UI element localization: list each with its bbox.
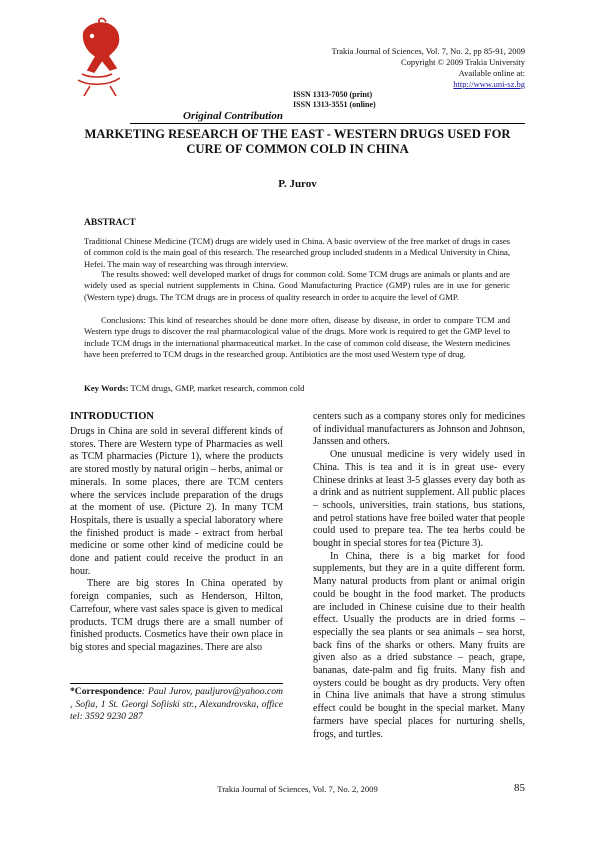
abstract-paragraph: Traditional Chinese Medicine (TCM) drugs are widely used in China. A basic overview of the free market of drugs in cases of common cold is the main goal of this research. The researched group included students in a Medical University in China, Hefei. The main way of researching was through interview. <box>84 236 510 269</box>
available-online-label: Available online at: <box>458 68 525 78</box>
correspondence-details: : Paul Jurov, pauljurov@yahoo.com , Sofia, 1 St. Georgi Sofiiski str., Alexandrovska, office tel: 3592 9230 287 <box>70 686 283 722</box>
header-divider <box>130 123 525 124</box>
page-number: 85 <box>514 782 525 794</box>
journal-logo <box>70 16 132 100</box>
article-author: P. Jurov <box>278 178 317 190</box>
abstract-paragraph: Conclusions: This kind of researches should be done more often, disease by disease, in order to compare TCM and Western type drugs to discover the real pharmacological value of the drugs. More work is required to get the GMP level to include TCM drugs in the international pharmaceutical market. In the case of common cold disease, the Western medicines have been preferred to TCM drugs in the researched group. Antibiotics are the most used Western type of drug. <box>84 315 510 359</box>
body-paragraph: Drugs in China are sold in several different kinds of stores. There are Western type of Pharmacies as well as TCM pharmacies (Picture 1), where the products are stored mostly by natural origin – herbs, animal or minerals. In some places, there are TCM centers where the services include preparation of the drugs at the moment of use. (Picture 2). In many TCM Hospitals, there is usually a special laboratory where the finished product is made - extract from herbal medicine or some other kind of medicine could be done and patient could receive the product in an hour. <box>70 426 283 577</box>
keywords <box>84 383 510 393</box>
copyright-line: Copyright © 2009 Trakia University <box>400 57 525 67</box>
section-heading-introduction: INTRODUCTION <box>70 411 155 422</box>
article-title: MARKETING RESEARCH OF THE EAST - WESTERN DRUGS USED FOR CURE OF COMMON COLD IN CHINA <box>84 127 511 156</box>
left-column <box>70 426 283 655</box>
body-paragraph: There are big stores In China operated by foreign companies, such as Henderson, Hilton, Carrefour, where vast sales space is given to medical products. TCM drugs there are a small number of finished products. Cosmetics have their own place in big stores and special magazines. There are also <box>70 578 283 653</box>
article-type: Original Contribution <box>183 110 283 122</box>
abstract-paragraph: The results showed: well developed market of drugs for common cold. Some TCM drugs are animals or plants and are widely used as special nutrient supplements in China. Good Manufacturing Practice (GMP) rules are in use for generic (Western type) drugs. The TCM drugs are in process of quality research in order to acquire the level of GMP. <box>84 269 510 302</box>
footnote-divider <box>70 683 283 684</box>
body-paragraph: One unusual medicine is very widely used in China. This is tea and it is in great use- every Chinese drinks at least 3-5 glasses every day both as a drink and as nutrient supplement. All public places – schools, universities, train stations, bus stations, and petrol stations have free boiled water that people could used to prepare tea. The tea herbs could be bought in special stores for tea (Picture 3). <box>313 449 525 550</box>
body-paragraph: centers such as a company stores only for medicines of individual manufacturers as Johnson and Johnson, Janssen and others. <box>313 411 525 448</box>
issn-print: ISSN 1313-7050 (print) <box>293 90 373 99</box>
correspondence-note <box>70 686 283 724</box>
issn-online: ISSN 1313-3551 (online) <box>293 100 376 109</box>
keywords-list: TCM drugs, GMP, market research, common cold <box>130 383 305 393</box>
body-paragraph: In China, there is a big market for food supplements, but they are in a quite different form. Many natural products from plant or animal origin could be bought in the food market. The products are included in Chinese cuisine due to their health effect. Usually the products are in dried forms – especially the sea plants or sea animals – sea horst, back fins of the sharks or others. Many fruits are given also as a dried substance – peach, grape, bananas, date-palm and fig fruits. Many fish and oysters could be bought as dry products. Very often in China live animals that have a strong stimulus effect could be bought in the special market. Many farmers have special places for nurturing shells, frogs, and turtles. <box>313 550 525 740</box>
abstract-heading: ABSTRACT <box>84 218 136 228</box>
correspondence-label: *Correspondence <box>70 686 142 697</box>
journal-url-link[interactable]: http://www.uni-sz.bg <box>453 79 525 89</box>
page-footer: Trakia Journal of Sciences, Vol. 7, No. 2, 2009 <box>217 784 378 794</box>
journal-citation: Trakia Journal of Sciences, Vol. 7, No. 2, pp 85-91, 2009 <box>331 46 525 56</box>
keywords-label: Key Words: <box>84 383 129 393</box>
right-column <box>313 411 525 741</box>
